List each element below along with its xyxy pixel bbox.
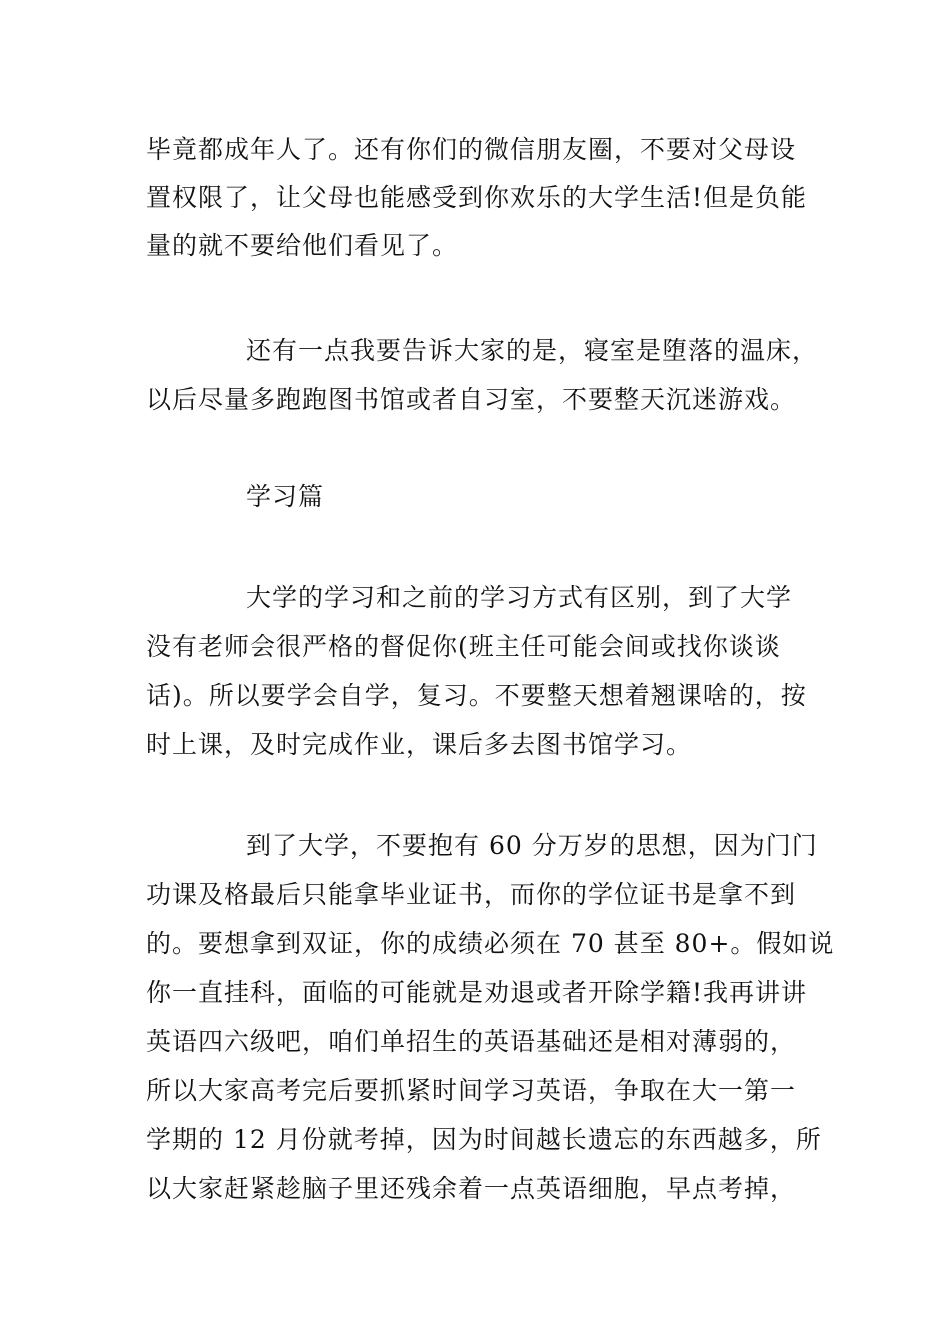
- paragraph-4-line-7: 学期的 12 月份就考掉，因为时间越长遗忘的东西越多，所: [146, 1125, 822, 1154]
- paragraph-3-line-1: 大学的学习和之前的学习方式有区别，到了大学: [246, 583, 793, 612]
- paragraph-2-line-1: 还有一点我要告诉大家的是，寝室是堕落的温床，: [246, 336, 819, 365]
- section-heading: 学习篇: [246, 482, 325, 511]
- paragraph-3-line-3: 话)。所以要学会自学，复习。不要整天想着翘课啥的，按: [146, 681, 807, 710]
- paragraph-4-line-4: 你一直挂科，面临的可能就是劝退或者开除学籍!我再讲讲: [146, 978, 808, 1007]
- paragraph-1-line-2: 置权限了，让父母也能感受到你欢乐的大学生活!但是负能: [146, 183, 808, 212]
- paragraph-3-line-4: 时上课，及时完成作业，课后多去图书馆学习。: [146, 730, 693, 759]
- paragraph-4-line-8: 以大家赶紧趁脑子里还残余着一点英语细胞，早点考掉，: [146, 1174, 797, 1203]
- paragraph-3-line-2: 没有老师会很严格的督促你(班主任可能会间或找你谈谈: [146, 632, 781, 661]
- paragraph-1-line-3: 量的就不要给他们看见了。: [146, 231, 459, 260]
- paragraph-2-line-2: 以后尽量多跑跑图书馆或者自习室，不要整天沉迷游戏。: [146, 385, 797, 414]
- paragraph-1-line-1: 毕竟都成年人了。还有你们的微信朋友圈，不要对父母设: [146, 135, 797, 164]
- paragraph-4-line-6: 所以大家高考完后要抓紧时间学习英语，争取在大一第一: [146, 1076, 797, 1105]
- paragraph-4-line-5: 英语四六级吧，咱们单招生的英语基础还是相对薄弱的，: [146, 1027, 797, 1056]
- paragraph-4-line-2: 功课及格最后只能拿毕业证书，而你的学位证书是拿不到: [146, 880, 797, 909]
- paragraph-4-line-3: 的。要想拿到双证，你的成绩必须在 70 甚至 80+。假如说: [146, 929, 835, 958]
- paragraph-4-line-1: 到了大学，不要抱有 60 分万岁的思想，因为门门: [246, 831, 818, 860]
